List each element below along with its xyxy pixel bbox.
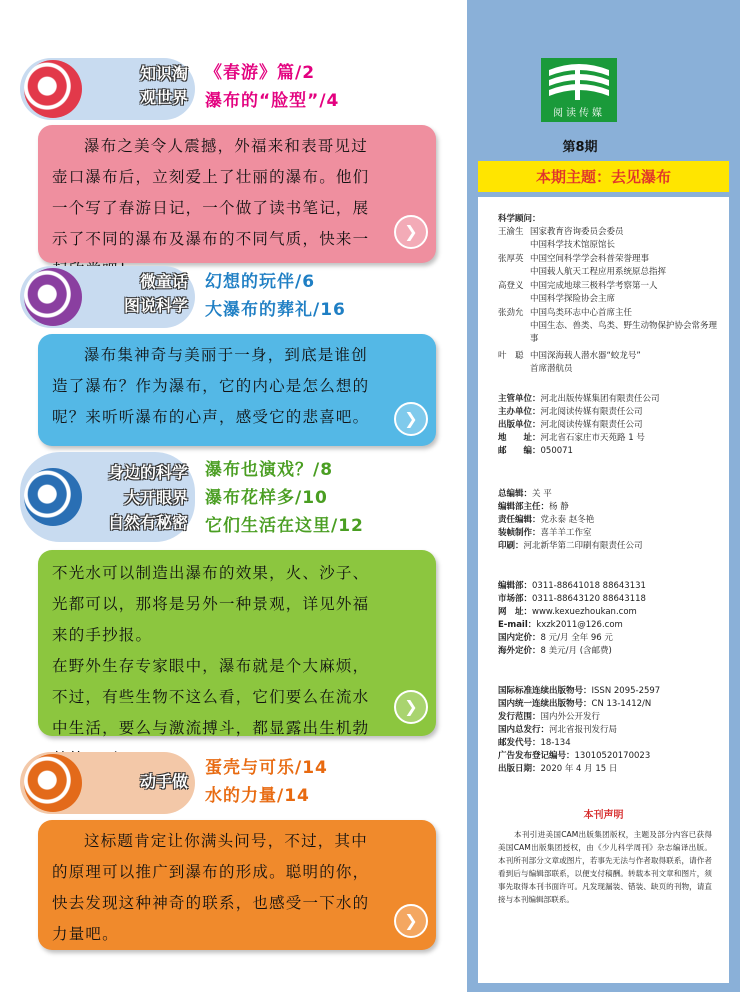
toc-entry[interactable]: 大瀑布的葬礼/16	[205, 300, 346, 320]
advisor-entry: 张厚英 中国空间科学学会科普荣誉理事 中国载人航天工程应用系统原总指挥	[498, 254, 667, 277]
more-arrow-icon[interactable]: ❯	[394, 215, 428, 249]
section-title: 知识淘 观世界	[139, 64, 188, 107]
section-summary-box	[38, 125, 436, 263]
info-row: 总编辑：关 平	[498, 489, 552, 499]
toc-entry[interactable]: 水的力量/14	[205, 786, 310, 806]
info-row: 海外定价：8 美元/月 (含邮费)	[498, 646, 612, 656]
website-link[interactable]: 网 址：www.kexuezhoukan.com	[498, 607, 637, 617]
advisor-entry: 张劲允 中国鸟类环志中心首席主任 中国生态、兽类、鸟类、野生动物保护协会常务理事	[498, 308, 718, 344]
info-row: 编辑部主任：杨 静	[498, 502, 569, 512]
toc-entry[interactable]: 瀑布的“脸型”/4	[205, 91, 340, 111]
info-row: 广告发布登记编号：13010520170023	[498, 751, 651, 761]
info-row: 国内统一连续出版物号：CN 13-1412/N	[498, 699, 652, 709]
info-row: 主办单位：河北阅读传媒有限责任公司	[498, 407, 643, 417]
section-summary-text: 瀑布集神奇与美丽于一身，到底是谁创造了瀑布？作为瀑布，它的内心是怎么想的呢？来听听瀑布的心声，感受它的悲喜吧。	[52, 346, 370, 426]
more-arrow-icon[interactable]: ❯	[394, 904, 428, 938]
section-circle-icon	[24, 754, 82, 812]
info-row: 发行范围：国内外公开发行	[498, 712, 601, 722]
statement-title: 本刊声明	[583, 810, 624, 821]
info-row: 出版单位：河北阅读传媒有限责任公司	[498, 420, 643, 430]
info-row: 编辑部：0311-88641018 88643131	[498, 581, 646, 591]
info-row: 国内定价：8 元/月 全年 96 元	[498, 633, 613, 643]
section-summary-text: 不光水可以制造出瀑布的效果，火、沙子、光都可以，那将是另外一种景观，详见外福来的手抄报。 在野外生存专家眼中，瀑布就是个大麻烦，不过，有些生物不这么看，它们要么在流水中生活，要么与激流搏斗，都显露出生机勃	[52, 564, 370, 737]
section-summary-box	[38, 820, 436, 950]
section-title: 身边的科学 大开眼界 自然有秘密	[107, 463, 188, 532]
info-row: 邮发代号：18-134	[498, 738, 571, 748]
email-link[interactable]: E-mail：kxzk2011@126.com	[498, 620, 623, 630]
info-row: 市场部：0311-88643120 88643118	[498, 594, 646, 604]
info-row: 责任编辑：党永泰 赵冬艳	[498, 515, 595, 525]
statement-body: 本刊引进美国CAM出版集团版权，主题及部分内容已获得美国CAM出版集团授权，由《少儿科学周刊》杂志编译出版。本刊所刊部分文章或图片，若事先无法与作者取得联系，请作者看到后与编辑部联系，以便支付稿酬。转载本刊文章和图片，须事先取得本刊书面许可。凡发现漏装、错装、缺页的刊物，请直接与本刊编辑部联系。	[498, 830, 712, 904]
info-row: 邮 编：050071	[498, 446, 573, 456]
section-summary-text: 瀑布之美令人震撼，外福来和表哥见过壶口瀑布后，立刻爱上了壮丽的瀑布。他们一个写了春游日记，一个做了读书笔记，展示了不同的瀑布及瀑布的不同气质，快来一	[52, 137, 370, 248]
info-row: 出版日期：2020 年 4 月 15 日	[498, 764, 618, 774]
toc-entry[interactable]: 它们生活在这里/12	[205, 516, 364, 536]
toc-entry[interactable]: 蛋壳与可乐/14	[205, 758, 328, 778]
toc-entry[interactable]: 瀑布花样多/10	[205, 488, 328, 508]
section-summary-box	[38, 334, 436, 446]
advisor-entry: 叶 聪 中国深海载人潜水器“蛟龙号” 首席潜航员	[498, 351, 641, 374]
advisors-label: 科学顾问：	[498, 214, 541, 224]
info-row: 主管单位：河北出版传媒集团有限责任公司	[498, 394, 660, 404]
more-arrow-icon[interactable]: ❯	[394, 402, 428, 436]
toc-entry[interactable]: 《春游》篇/2	[205, 63, 316, 83]
section-summary-box	[38, 550, 436, 736]
toc-entry[interactable]: 瀑布也演戏？/8	[205, 460, 334, 480]
book-wave-icon	[541, 60, 617, 106]
section-title: 微童话 图说科学	[123, 272, 188, 315]
info-row: 装帧制作：喜羊羊工作室	[498, 528, 592, 538]
section-circle-icon	[24, 268, 82, 326]
section-circle-icon	[24, 468, 82, 526]
logo-text: 阅读传媒	[553, 108, 605, 119]
info-row: 国内总发行：河北省报刊发行局	[498, 725, 618, 735]
issue-theme-text: 本期主题：去见瀑布	[535, 168, 671, 186]
toc-entry[interactable]: 幻想的玩伴/6	[205, 272, 316, 292]
publisher-logo	[541, 58, 617, 122]
section-summary-text: 这标题肯定让你满头问号，不过，其中的原理可以推广到瀑布的形成。聪明的你，快去发现这种神奇的联系，也感受一下水的力量吧。	[52, 832, 370, 943]
section-circle-icon	[24, 60, 82, 118]
section-title: 动手做	[139, 772, 188, 791]
more-arrow-icon[interactable]: ❯	[394, 690, 428, 724]
advisor-entry: 王渝生 国家教育咨询委员会委员 中国科学技术馆原馆长	[498, 227, 624, 250]
issue-theme-bar	[478, 161, 729, 192]
info-row: 地 址：河北省石家庄市天苑路 1 号	[498, 433, 645, 443]
info-row: 印刷：河北新华第二印刷有限责任公司	[498, 541, 643, 551]
info-row: 国际标准连续出版物号：ISSN 2095-2597	[498, 686, 661, 696]
advisor-entry: 高登义 中国完成地球三极科学考察第一人 中国科学探险协会主席	[498, 281, 658, 304]
issue-number: 第8期	[562, 140, 598, 155]
